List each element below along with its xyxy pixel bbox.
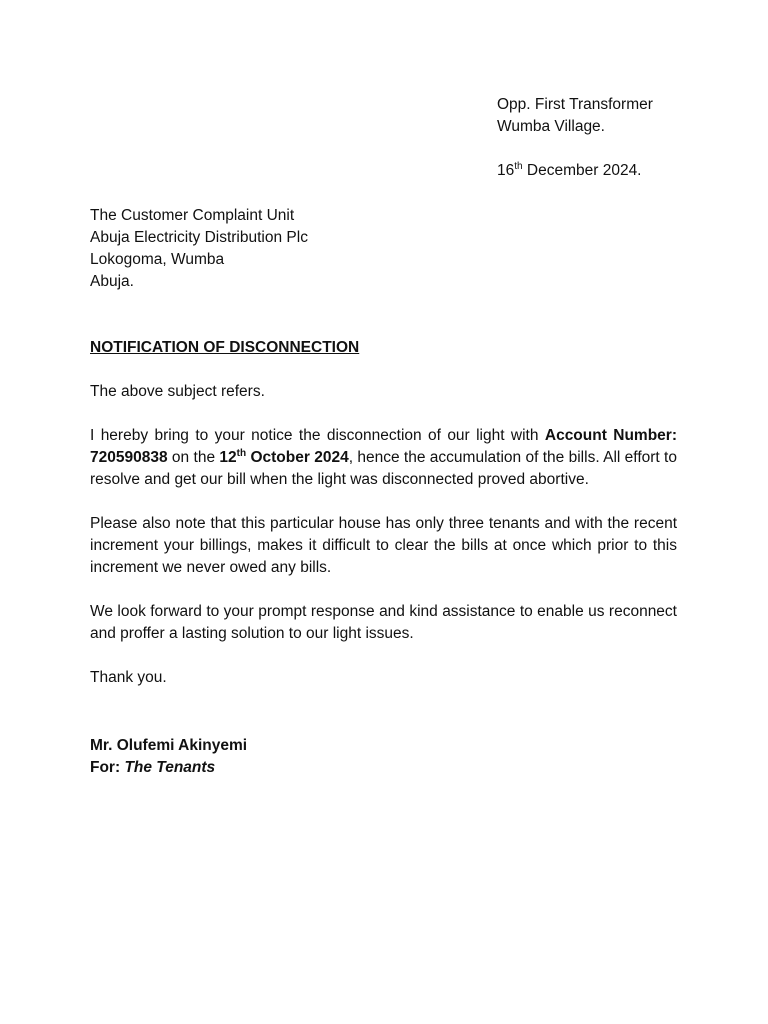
spacer <box>497 138 653 160</box>
paragraph-request: We look forward to your prompt response and kind assistance to enable us reconnect and proffer a lasting solution to our light issues. <box>90 603 677 642</box>
paragraph-reference: The above subject refers. <box>90 383 265 400</box>
paragraph-disconnection <box>90 425 677 491</box>
sender-address-line-2: Wumba Village. <box>497 118 605 135</box>
recipient-line-4: Abuja. <box>90 273 134 290</box>
disconnection-date-suffix: th <box>236 448 247 459</box>
sender-address-line-1: Opp. First Transformer <box>497 96 653 113</box>
letter-date-suffix: th <box>514 161 523 172</box>
sender-address-block <box>497 94 653 182</box>
letter-date-day: 16 <box>497 162 515 179</box>
signatory-for-label: For: <box>90 759 125 776</box>
signatory-name: Mr. Olufemi Akinyemi <box>90 737 248 754</box>
paragraph-tenants: Please also note that this particular house has only three tenants and with the recent increment your billings, makes it difficult to clear the bills at once which prior to this increment we never owed any bills. <box>90 515 677 576</box>
paragraph-thanks: Thank you. <box>90 669 167 686</box>
paragraph-text: on the <box>167 449 220 466</box>
signatory-for <box>90 757 247 779</box>
signature-block <box>90 735 247 779</box>
recipient-address-block <box>90 205 308 293</box>
letter-date-rest: December 2024. <box>522 162 642 179</box>
paragraph-text: I hereby bring to your notice the disconnection of our light with <box>90 427 545 444</box>
recipient-line-2: Abuja Electricity Distribution Plc <box>90 229 308 246</box>
disconnection-date-rest: October 2024 <box>246 449 349 466</box>
signatory-for-value: The Tenants <box>124 759 216 776</box>
disconnection-date-day: 12 <box>219 449 237 466</box>
paragraph-text: , hence the accumulation of the bills. All effort to resolve and get our bill when the light was disconnected proved abortive. <box>90 449 677 488</box>
account-number: Account Number: 720590838 <box>90 427 677 466</box>
letter-subject: NOTIFICATION OF DISCONNECTION <box>90 339 360 356</box>
letter-date <box>497 160 653 182</box>
recipient-line-3: Lokogoma, Wumba <box>90 251 225 268</box>
letter-body <box>90 337 677 711</box>
disconnection-date <box>219 449 348 466</box>
recipient-line-1: The Customer Complaint Unit <box>90 207 295 224</box>
